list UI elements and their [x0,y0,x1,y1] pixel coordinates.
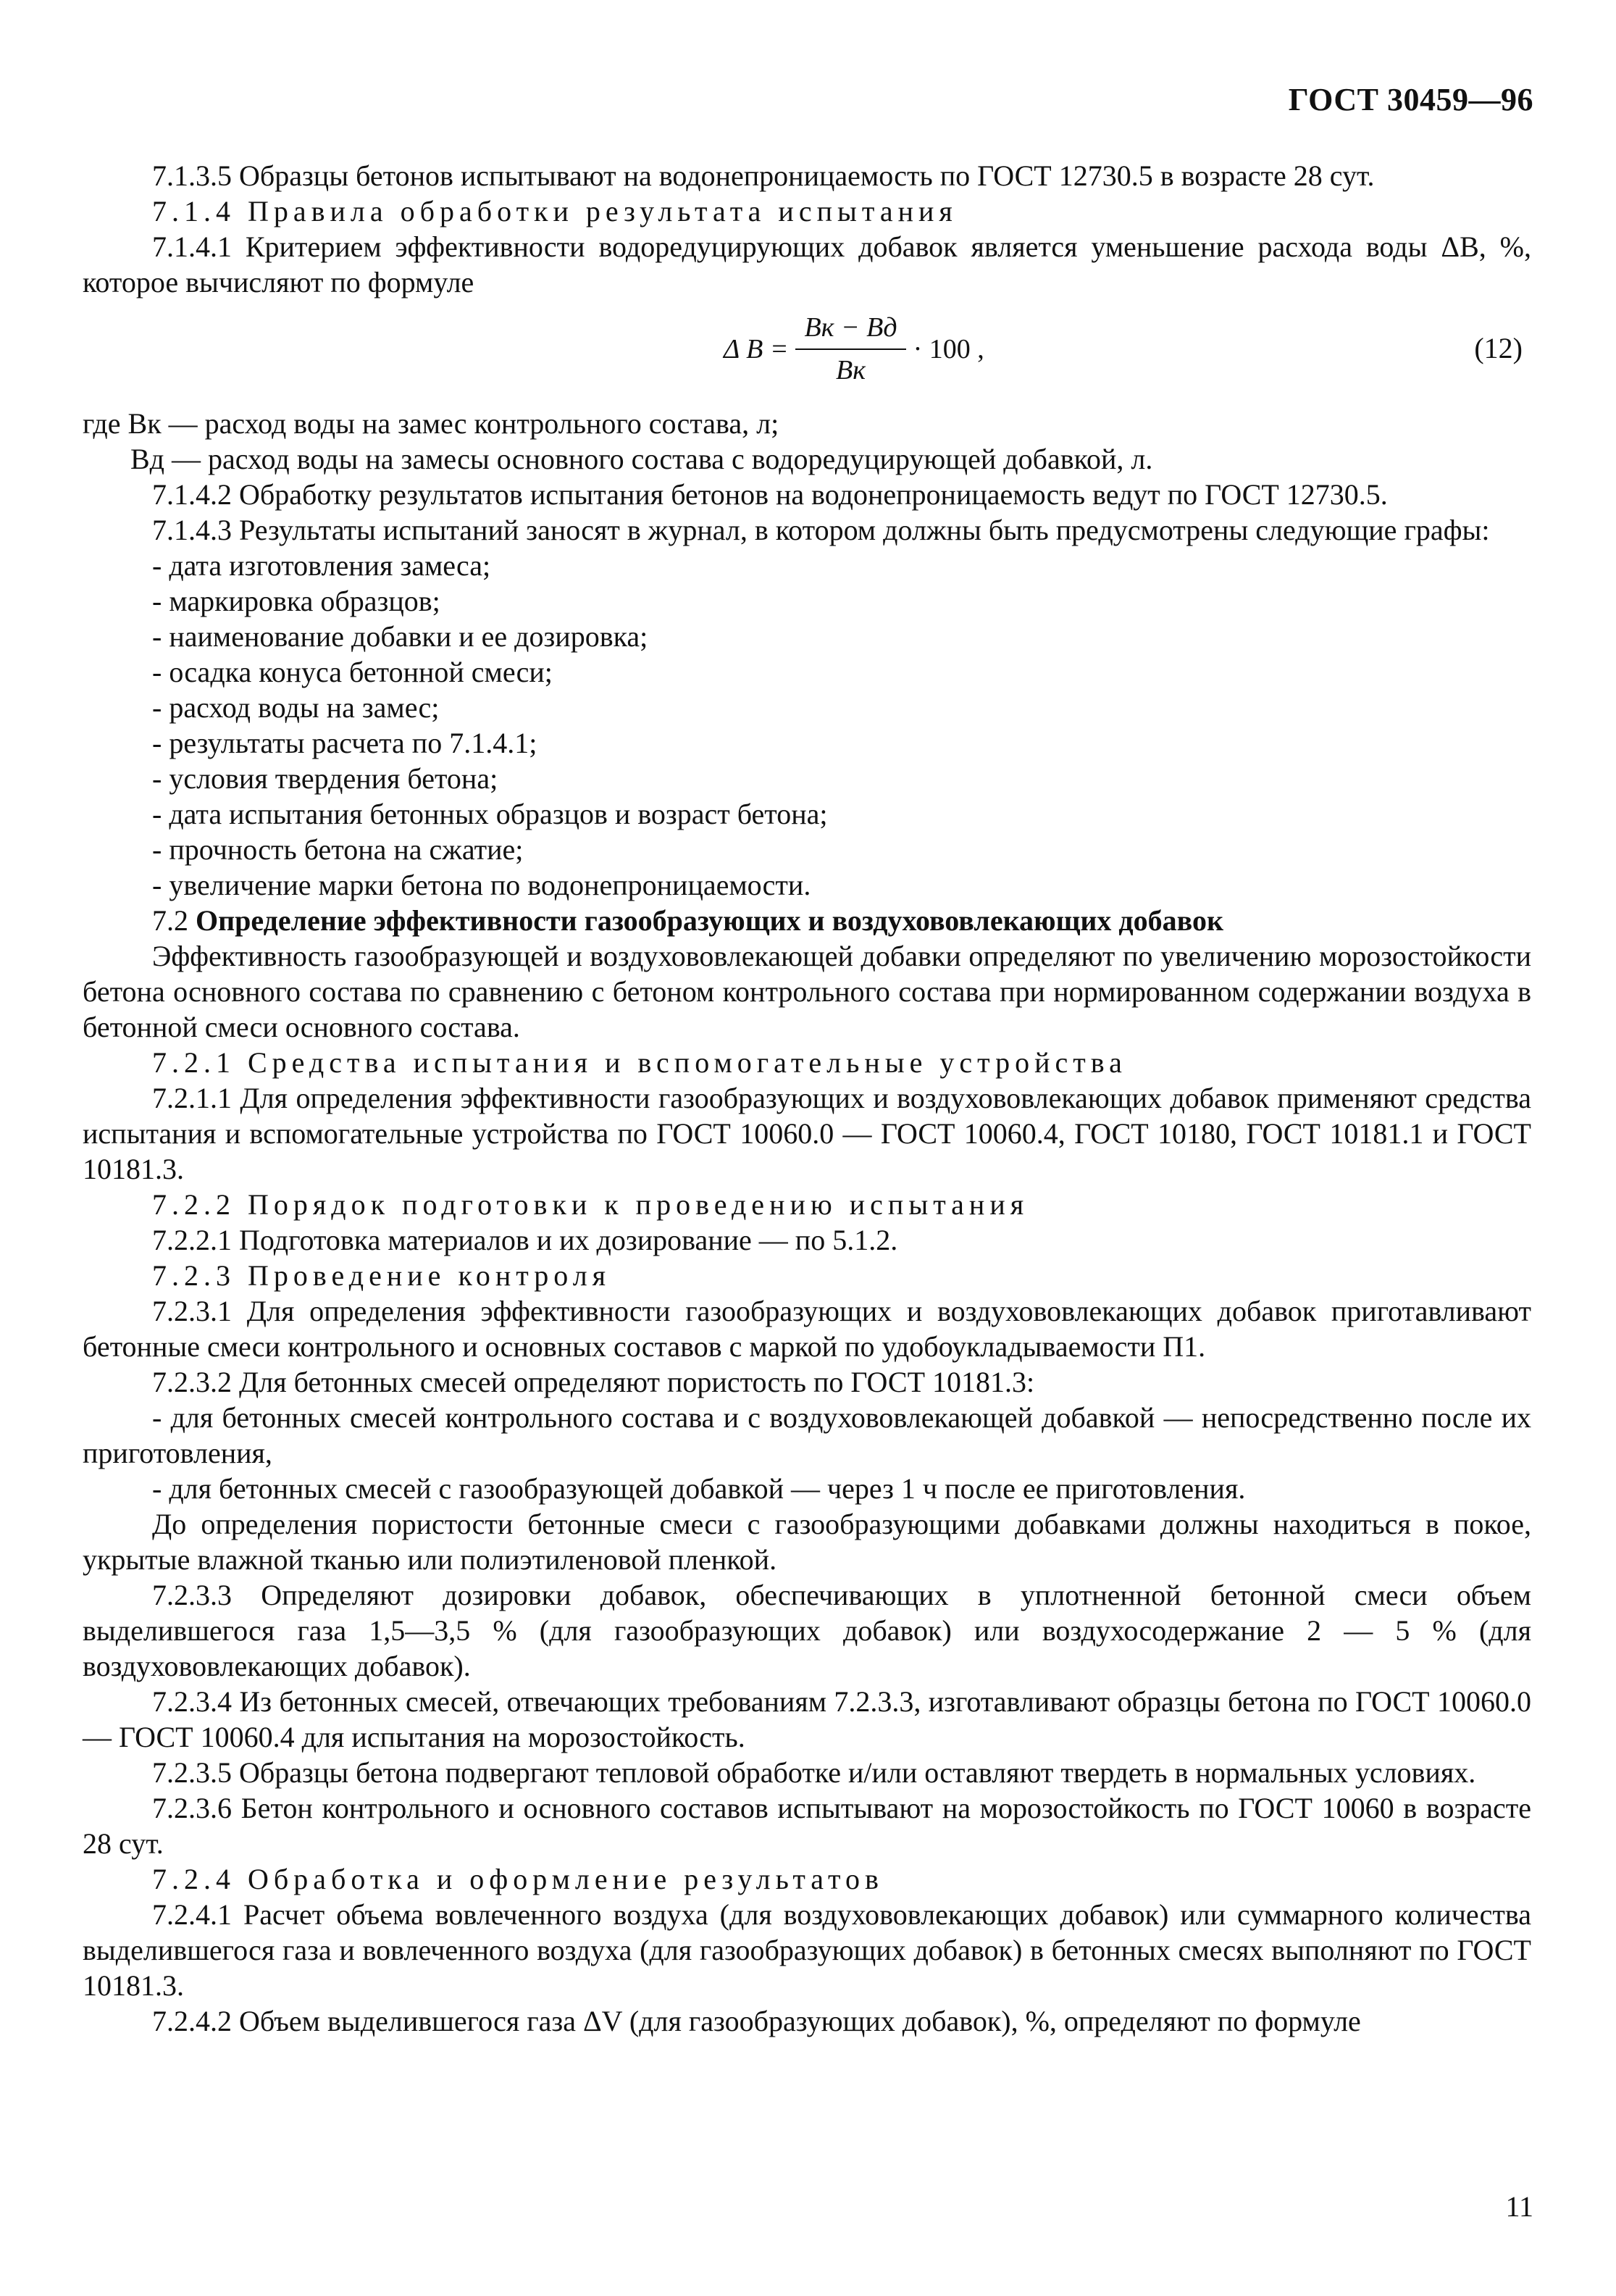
paragraph-7-2-3-1: 7.2.3.1 Для определения эффективности газообразующих и воздухововлекающих добавок приготавливают бетонные смеси контрольного и основных составов с маркой по удобоукладываемости П1. [83,1295,1531,1363]
paragraph-7-2-3-4: 7.2.3.4 Из бетонных смесей, отвечающих требованиям 7.2.3.3, изготавливают образцы бетона по ГОСТ 10060.0 — ГОСТ 10060.4 для испытания на морозостойкость. [83,1685,1531,1753]
list-item: - результаты расчета по 7.1.4.1; [152,727,537,759]
paragraph-7-2-3-2-b: - для бетонных смесей с газообразующей добавкой — через 1 ч после ее приготовления. [152,1472,1246,1505]
formula-tail: · 100 , [913,333,984,364]
paragraph-7-1-4-1: 7.1.4.1 Критерием эффективности водоредуцирующих добавок является уменьшение расхода воды ΔB, %, которое вычисляют по формуле [83,230,1531,299]
paragraph-7-2-3-2-c: До определения пористости бетонные смеси с газообразующими добавками должны находиться в покое, укрытые влажной тканью или полиэтиленовой пленкой. [83,1508,1531,1576]
paragraph-7-2-3-5: 7.2.3.5 Образцы бетона подвергают тепловой обработке и/или оставляют твердеть в нормальных условиях. [152,1756,1476,1789]
paragraph-7-2-3-2-a: - для бетонных смесей контрольного состава и с воздухововлекающей добавкой — непосредственно после их приготовления, [83,1401,1531,1469]
list-item: - дата изготовления замеса; [152,549,491,582]
where-line-1: где Bк — расход воды на замес контрольного состава, л; [83,407,779,440]
list-item: - наименование добавки и ее дозировка; [152,620,648,653]
paragraph-7-2-3-3: 7.2.3.3 Определяют дозировки добавок, обеспечивающих в уплотненной бетонной смеси объем выделившегося газа 1,5—3,5 % (для газообразующих добавок) или воздухосодержание 2 — 5 % (для воздухововлекающих добавок). [83,1579,1531,1682]
paragraph-7-2: Эффективность газообразующей и воздухововлекающей добавки определяют по увеличению морозостойкости бетона основного состава по сравнению с бетоном контрольного состава при нормированном содержании воздуха в бетонной смеси основного состава. [83,940,1531,1043]
heading-7-2 [83,903,1531,938]
paragraph-7-1-4-3: 7.1.4.3 Результаты испытаний заносят в журнал, в котором должны быть предусмотрены следующие графы: [152,514,1490,546]
formula-fraction [795,310,905,388]
journal-columns-list [83,548,1531,903]
list-item: - дата испытания бетонных образцов и возраст бетона; [152,798,828,830]
paragraph-7-1-3-5: 7.1.3.5 Образцы бетонов испытывают на водонепроницаемость по ГОСТ 12730.5 в возрасте 28 сут. [152,159,1375,192]
where-line-2: Bд — расход воды на замесы основного состава с водоредуцирующей добавкой, л. [130,443,1153,475]
paragraph-7-2-4-2: 7.2.4.2 Объем выделившегося газа ΔV (для газообразующих добавок), %, определяют по формуле [152,2005,1361,2037]
paragraph-7-2-3-6: 7.2.3.6 Бетон контрольного и основного составов испытывают на морозостойкость по ГОСТ 10060 в возрасте 28 сут. [83,1792,1531,1860]
paragraph-7-2-3-2: 7.2.3.2 Для бетонных смесей определяют пористость по ГОСТ 10181.3: [152,1366,1035,1398]
heading-7-2-1: 7.2.1 Средства испытания и вспомогательные устройства [152,1046,1127,1079]
document-body [83,158,1531,2039]
list-item: - осадка конуса бетонной смеси; [152,656,553,688]
heading-7-2-4: 7.2.4 Обработка и оформление результатов [152,1863,884,1895]
paragraph-7-2-2-1: 7.2.2.1 Подготовка материалов и их дозирование — по 5.1.2. [152,1224,898,1256]
formula-numerator: Bк − Bд [795,310,905,350]
page-number: 11 [1505,2190,1533,2223]
list-item: - расход воды на замес; [152,691,440,724]
paragraph-7-1-4-2: 7.1.4.2 Обработку результатов испытания бетонов на водонепроницаемость ведут по ГОСТ 12730.5. [152,478,1388,511]
document-header: ГОСТ 30459—96 [1288,82,1533,117]
formula-denominator: Bк [836,355,866,385]
heading-7-2-3: 7.2.3 Проведение контроля [152,1259,611,1292]
paragraph-7-2-4-1: 7.2.4.1 Расчет объема вовлеченного воздуха (для воздухововлекающих добавок) или суммарного количества выделившегося газа и вовлеченного воздуха (для газообразующих добавок) в бетонных смесях выполняют по ГОСТ 10181.3. [83,1898,1531,2002]
formula-12 [83,303,1531,404]
list-item: - маркировка образцов; [152,585,440,617]
list-item: - условия твердения бетона; [152,762,498,795]
formula-number: (12) [1474,332,1523,364]
formula-lhs: Δ B = [724,333,789,364]
heading-7-2-title: Определение эффективности газообразующих и воздухововлекающих добавок [196,904,1224,937]
heading-7-1-4: 7.1.4 Правила обработки результата испытания [152,195,958,227]
formula-expression [724,310,984,388]
list-item: - прочность бетона на сжатие; [152,833,524,866]
heading-7-2-number: 7.2 [152,904,188,937]
heading-7-2-2: 7.2.2 Порядок подготовки к проведению испытания [152,1188,1029,1221]
paragraph-7-2-1-1: 7.2.1.1 Для определения эффективности газообразующих и воздухововлекающих добавок применяют средства испытания и вспомогательные устройства по ГОСТ 10060.0 — ГОСТ 10060.4, ГОСТ 10180, ГОСТ 10181.1 и ГОСТ 10181.3. [83,1082,1531,1185]
list-item: - увеличение марки бетона по водонепроницаемости. [152,869,811,901]
